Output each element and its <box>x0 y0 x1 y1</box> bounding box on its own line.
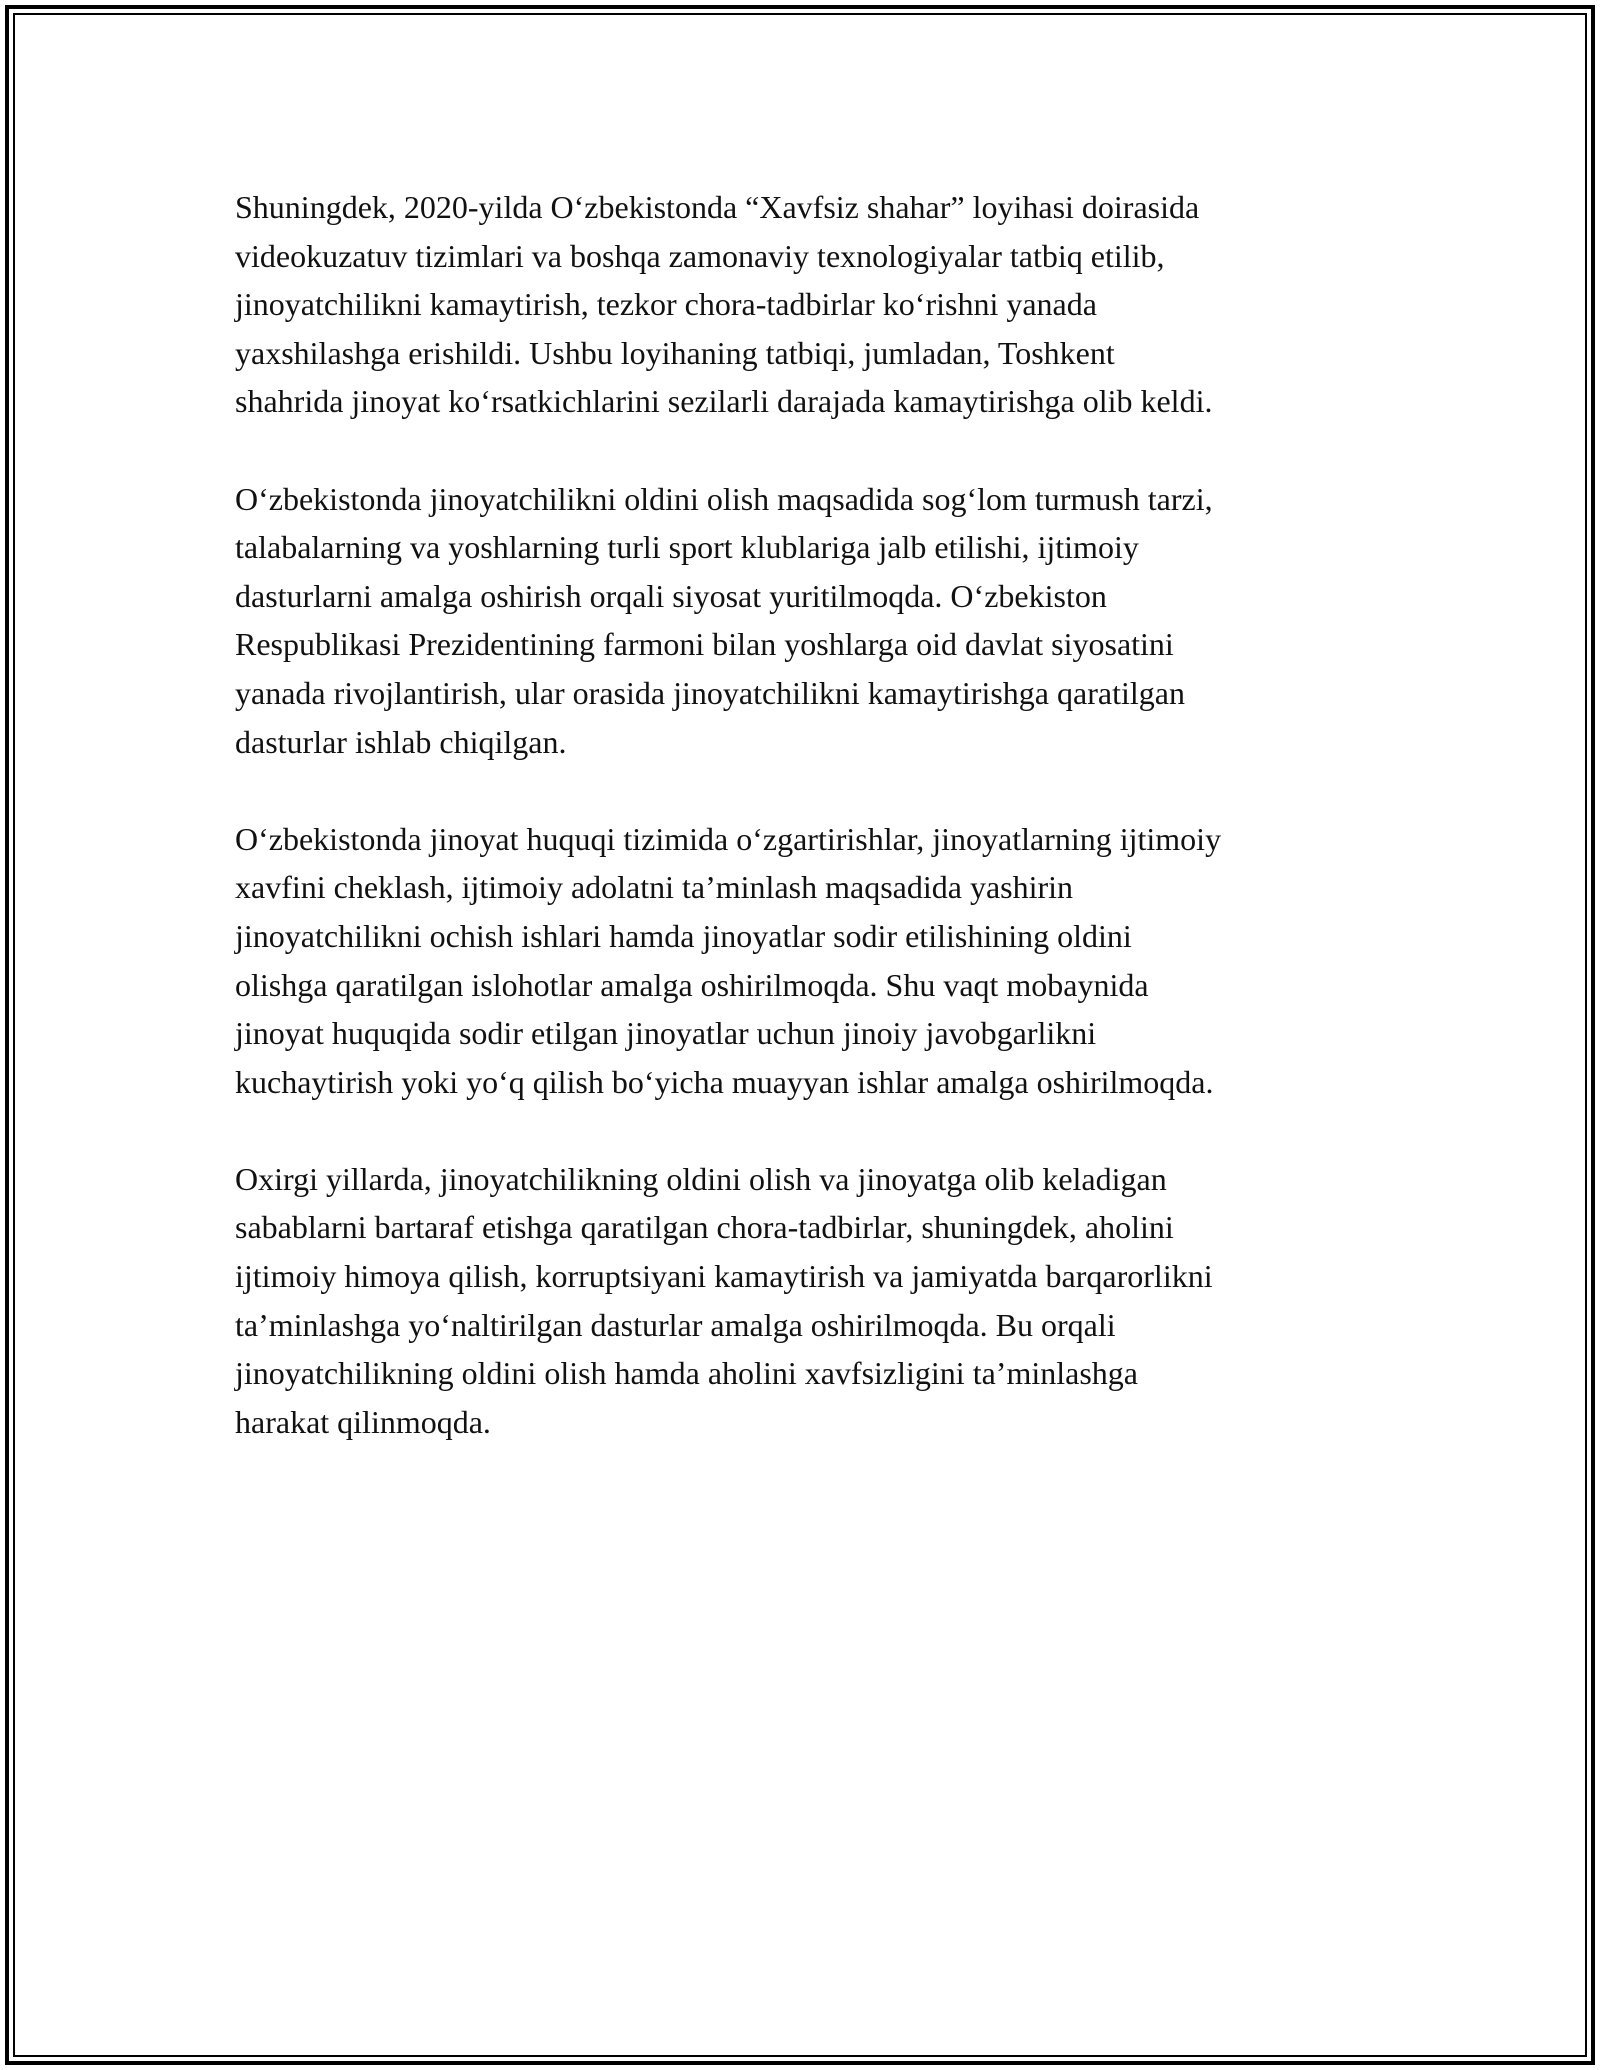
text-line: shahrida jinoyat ko‘rsatkichlarini sezilarli darajada kamaytirishga olib keldi. <box>235 383 1213 420</box>
paragraph <box>235 815 1415 1107</box>
text-line: dasturlarni amalga oshirish orqali siyosat yuritilmoqda. O‘zbekiston <box>235 577 1107 614</box>
text-line: O‘zbekistonda jinoyatchilikni oldini olish maqsadida sog‘lom turmush tarzi, <box>235 480 1213 517</box>
text-line: ta’minlashga yo‘naltirilgan dasturlar amalga oshirilmoqda. Bu orqali <box>235 1306 1116 1343</box>
text-line: jinoyatchilikning oldini olish hamda aholini xavfsizligini ta’minlashga <box>235 1355 1138 1392</box>
text-line: O‘zbekistonda jinoyat huquqi tizimida o‘zgartirishlar, jinoyatlarning ijtimoiy <box>235 820 1222 857</box>
text-line: videokuzatuv tizimlari va boshqa zamonaviy texnologiyalar tatbiq etilib, <box>235 237 1165 274</box>
text-line: talabalarning va yoshlarning turli sport klublariga jalb etilishi, ijtimoiy <box>235 529 1139 566</box>
text-line: kuchaytirish yoki yo‘q qilish bo‘yicha muayyan ishlar amalga oshirilmoqda. <box>235 1063 1214 1100</box>
text-line: jinoyatchilikni kamaytirish, tezkor chora-tadbirlar ko‘rishni yanada <box>235 286 1097 323</box>
text-line: yaxshilashga erishildi. Ushbu loyihaning tatbiqi, jumladan, Toshkent <box>235 334 1115 371</box>
text-line: xavfini cheklash, ijtimoiy adolatni ta’minlash maqsadida yashirin <box>235 869 1074 906</box>
text-line: Shuningdek, 2020-yilda O‘zbekistonda “Xavfsiz shahar” loyihasi doirasida <box>235 189 1200 225</box>
paragraph <box>235 1155 1415 1447</box>
text-line: dasturlar ishlab chiqilgan. <box>235 723 567 760</box>
document-body <box>235 183 1415 1495</box>
text-line: Respublikasi Prezidentining farmoni bilan yoshlarga oid davlat siyosatini <box>235 626 1174 663</box>
paragraph <box>235 183 1415 426</box>
text-line: jinoyatchilikni ochish ishlari hamda jinoyatlar sodir etilishining oldini <box>235 917 1132 954</box>
text-line: olishga qaratilgan islohotlar amalga oshirilmoqda. Shu vaqt mobaynida <box>235 966 1149 1003</box>
text-line: ijtimoiy himoya qilish, korruptsiyani kamaytirish va jamiyatda barqarorlikni <box>235 1258 1213 1295</box>
text-line: jinoyat huquqida sodir etilgan jinoyatlar uchun jinoiy javobgarlikni <box>235 1015 1097 1052</box>
text-line: yanada rivojlantirish, ular orasida jinoyatchilikni kamaytirishga qaratilgan <box>235 674 1185 711</box>
text-line: harakat qilinmoqda. <box>235 1403 491 1440</box>
text-line: sabablarni bartaraf etishga qaratilgan chora-tadbirlar, shuningdek, aholini <box>235 1209 1174 1246</box>
paragraph <box>235 475 1415 767</box>
text-line: Oxirgi yillarda, jinoyatchilikning oldini olish va jinoyatga olib keladigan <box>235 1160 1167 1197</box>
